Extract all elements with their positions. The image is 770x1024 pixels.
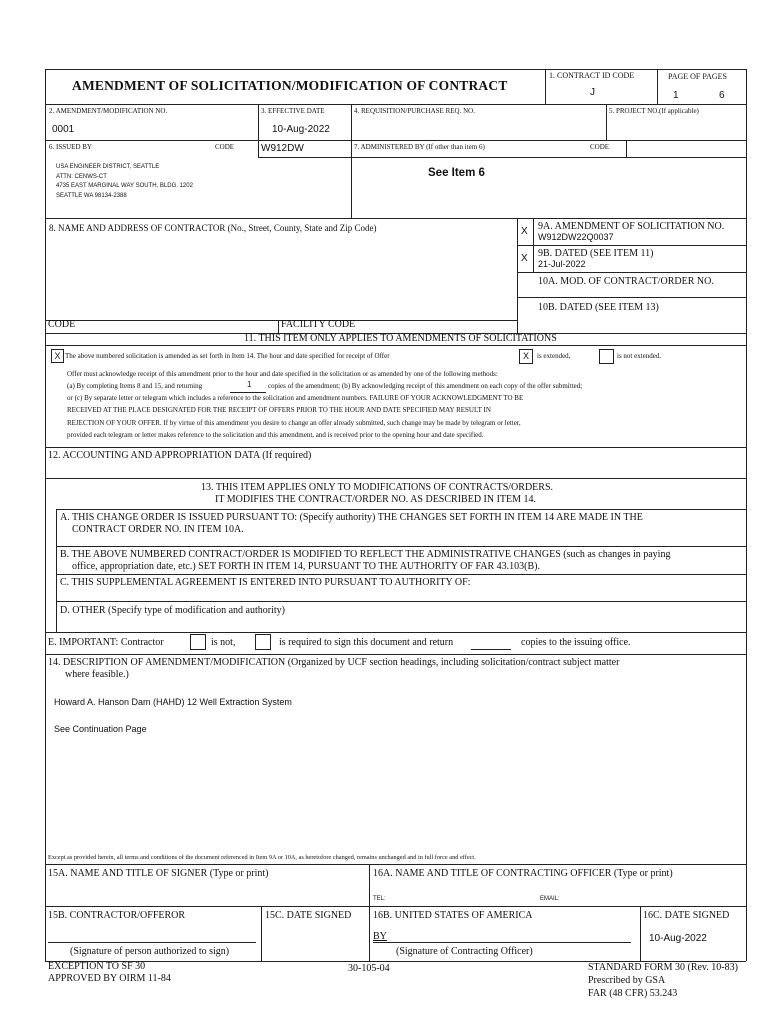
- item9a-check: X: [521, 226, 528, 237]
- exception-note: EXCEPTION TO SF 30: [48, 961, 146, 972]
- email-label: EMAIL:: [540, 896, 560, 902]
- item13-a-line1: A. THIS CHANGE ORDER IS ISSUED PURSUANT TO: (Specify authority) THE CHANGES SET FORTH IN ITEM 14 ARE MADE IN THE: [60, 512, 643, 523]
- signer-signature-caption: (Signature of person authorized to sign): [70, 946, 230, 957]
- officer-date-label: 16C. DATE SIGNED: [643, 910, 730, 921]
- united-states-label: 16B. UNITED STATES OF AMERICA: [373, 910, 533, 921]
- item13-b-line1: B. THE ABOVE NUMBERED CONTRACT/ORDER IS MODIFIED TO REFLECT THE ADMINISTRATIVE CHANGES (such as changes in paying: [60, 549, 671, 560]
- item11-amended-checkbox[interactable]: X: [51, 349, 64, 363]
- item11-lead: The above numbered solicitation is amended as set forth in Item 14. The hour and date specified for receipt of Offer: [65, 352, 390, 360]
- is-required-checkbox[interactable]: [255, 634, 271, 650]
- facility-code-label: FACILITY CODE: [281, 319, 356, 330]
- administered-by-label: 7. ADMINISTERED BY (If other than item 6): [354, 143, 485, 151]
- item14-description: Howard A. Hanson Dam (HAHD) 12 Well Extraction System: [54, 697, 292, 707]
- not-extended-checkbox[interactable]: [599, 349, 614, 364]
- officer-date-value: 10-Aug-2022: [649, 933, 707, 944]
- requisition-label: 4. REQUISITION/PURCHASE REQ. NO.: [354, 107, 475, 115]
- effective-date-label: 3. EFFECTIVE DATE: [261, 107, 325, 115]
- item11-line5: REJECTION OF YOUR OFFER. If by virtue of this amendment you desire to change an offer already submitted, such change may be made by telegram or letter,: [67, 419, 521, 427]
- officer-signature-caption: (Signature of Contracting Officer): [396, 946, 533, 957]
- item11-line4: RECEIVED AT THE PLACE DESIGNATED FOR THE RECEIPT OF OFFERS PRIOR TO THE HOUR AND DATE SPECIFIED MAY RESULT IN: [67, 406, 491, 414]
- issued-code-label: CODE: [215, 143, 235, 151]
- amendment-no-value: 0001: [52, 124, 75, 135]
- contractor-signature-line[interactable]: [48, 942, 256, 943]
- item13-c: C. THIS SUPPLEMENTAL AGREEMENT IS ENTERED INTO PURSUANT TO AUTHORITY OF:: [60, 577, 471, 588]
- contract-id-code-value: J: [590, 87, 595, 98]
- item11-line2b: copies of the amendment; (b) By acknowledging receipt of this amendment on each copy of the offer submitted;: [268, 382, 583, 390]
- issued-by-label: 6. ISSUED BY: [49, 143, 92, 151]
- item14-continuation: See Continuation Page: [54, 724, 147, 734]
- contractor-offeror-label: 15B. CONTRACTOR/OFFEROR: [48, 910, 186, 921]
- item11-line6: provided each telegram or letter makes reference to the solicitation and this amendment, and is received prior to the opening hour and date specified.: [67, 431, 484, 439]
- officer-name-label: 16A. NAME AND TITLE OF CONTRACTING OFFICER (Type or print): [373, 868, 673, 879]
- item14-footer: Except as provided herein, all terms and conditions of the document referenced in Item 9A or 10A, as heretofore changed, remains unchanged and in full force and effect.: [48, 854, 476, 861]
- page-of-pages-label: PAGE OF PAGES: [668, 72, 727, 81]
- by-label: BY: [373, 931, 387, 942]
- important-label: E. IMPORTANT: Contractor: [48, 637, 164, 648]
- item9b-label: 9B. DATED (SEE ITEM 11): [538, 248, 654, 259]
- officer-signature-line[interactable]: [373, 942, 631, 943]
- item11-title: 11. THIS ITEM ONLY APPLIES TO AMENDMENTS OF SOLICITATIONS: [244, 333, 557, 344]
- amendment-no-label: 2. AMENDMENT/MODIFICATION NO.: [49, 107, 168, 115]
- item9b-check: X: [521, 253, 528, 264]
- form-title: AMENDMENT OF SOLICITATION/MODIFICATION OF CONTRACT: [72, 78, 508, 93]
- item11-line2a: (a) By completing Items 8 and 15, and returning: [67, 382, 203, 390]
- item10b-label: 10B. DATED (SEE ITEM 13): [538, 302, 659, 313]
- extended-checkbox[interactable]: X: [519, 349, 533, 364]
- is-not-label: is not,: [211, 637, 236, 648]
- not-extended-label: is not extended.: [617, 352, 662, 360]
- project-no-label: 5. PROJECT NO.(If applicable): [609, 107, 699, 115]
- approved-note: APPROVED BY OIRM 11-84: [48, 973, 171, 984]
- is-not-checkbox[interactable]: [190, 634, 206, 650]
- issuer-address: USA ENGINEER DISTRICT, SEATTLE ATTN: CENWS-CT 4735 EAST MARGINAL WAY SOUTH, BLDG. 1202 SEATTLE WA 98134-2388: [56, 164, 193, 199]
- is-required-label: is required to sign this document and return: [279, 637, 454, 648]
- admin-code-label: CODE: [590, 143, 610, 151]
- item14-label-1: 14. DESCRIPTION OF AMENDMENT/MODIFICATION (Organized by UCF section headings, including solicitation/contract subject matter: [48, 657, 620, 668]
- contract-id-code-label: 1. CONTRACT ID CODE: [549, 71, 635, 80]
- item13-a-line2: CONTRACT ORDER NO. IN ITEM 10A.: [72, 524, 244, 535]
- item9a-label: 9A. AMENDMENT OF SOLICITATION NO.: [538, 221, 725, 232]
- contractor-name-label: 8. NAME AND ADDRESS OF CONTRACTOR (No., Street, County, State and Zip Code): [49, 223, 377, 233]
- page-number: 1: [673, 90, 679, 101]
- item10a-label: 10A. MOD. OF CONTRACT/ORDER NO.: [538, 276, 714, 287]
- item11-line3: or (c) By separate letter or telegram which includes a reference to the solicitation and amendment numbers. FAILURE OF YOUR ACKNOWLEDGMENT TO BE: [67, 394, 524, 402]
- administered-value: See Item 6: [428, 167, 485, 179]
- item9a-value: W912DW22Q0037: [538, 232, 614, 242]
- effective-date-value: 10-Aug-2022: [272, 124, 330, 135]
- contractor-code-label: CODE: [48, 319, 76, 330]
- signer-name-label: 15A. NAME AND TITLE OF SIGNER (Type or print): [48, 868, 269, 879]
- item13-d: D. OTHER (Specify type of modification and authority): [60, 605, 285, 616]
- contractor-date-label: 15C. DATE SIGNED: [265, 910, 352, 921]
- item13-title-2: IT MODIFIES THE CONTRACT/ORDER NO. AS DESCRIBED IN ITEM 14.: [215, 494, 537, 505]
- tel-label: TEL:: [373, 896, 386, 902]
- form-number: 30-105-04: [348, 963, 390, 974]
- copies-value: 1: [247, 380, 252, 389]
- item13-b-line2: office, appropriation date, etc.) SET FORTH IN ITEM 14, PURSUANT TO THE AUTHORITY OF FAR 43.103(B).: [72, 561, 540, 572]
- item11-line1: Offer must acknowledge receipt of this amendment prior to the hour and date specified in the solicitation or as amended by one of the following methods:: [67, 370, 498, 378]
- prescribed-by-label: Prescribed by GSA: [588, 975, 666, 986]
- standard-form-label: STANDARD FORM 30 (Rev. 10-83): [588, 962, 738, 973]
- extended-label: is extended,: [537, 352, 571, 360]
- item14-label-2: where feasible.): [65, 669, 129, 680]
- page-count: 6: [719, 90, 725, 101]
- item13-title-1: 13. THIS ITEM APPLIES ONLY TO MODIFICATIONS OF CONTRACTS/ORDERS.: [201, 482, 554, 493]
- far-reference: FAR (48 CFR) 53.243: [588, 988, 678, 999]
- item9b-value: 21-Jul-2022: [538, 259, 586, 269]
- item12-label: 12. ACCOUNTING AND APPROPRIATION DATA (If required): [48, 450, 312, 461]
- copies-tail-label: copies to the issuing office.: [521, 637, 631, 648]
- copies-underline: [230, 392, 266, 393]
- issued-code-value: W912DW: [261, 143, 304, 154]
- copies-return-underline: [471, 649, 511, 650]
